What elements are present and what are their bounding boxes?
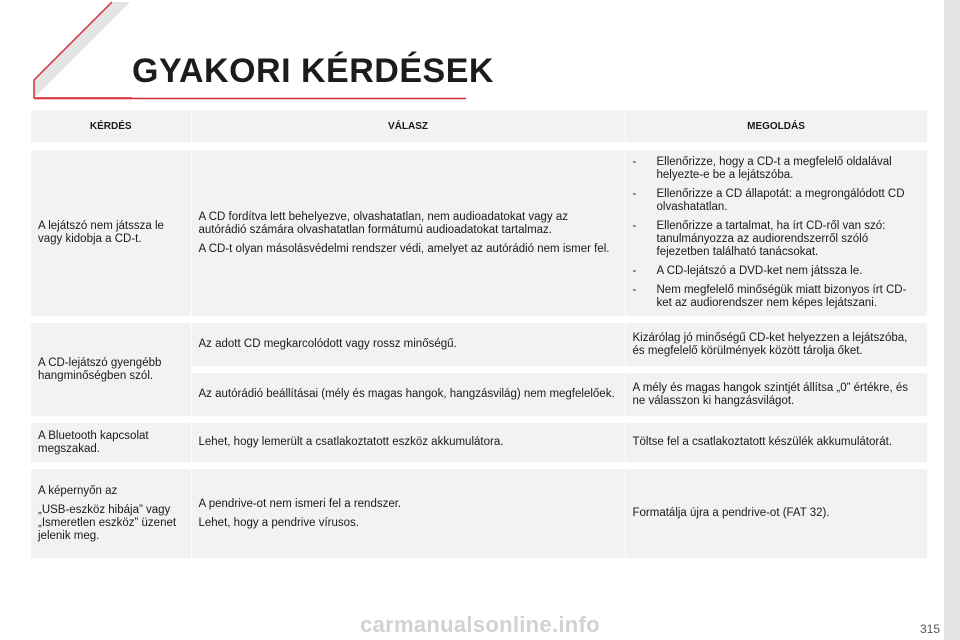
- answer-text: Lehet, hogy a pendrive vírusos.: [198, 516, 359, 529]
- column-header-solution: MEGOLDÁS: [625, 110, 927, 146]
- list-item: - Ellenőrizze a tartalmat, ha írt CD-ről van szó: tanulmányozza az audiorendszerről szóló fejezetben található tanácsokat.: [633, 220, 920, 259]
- table-row: [31, 466, 927, 562]
- solution-cell: A mély és magas hangok szintjét állítsa „0” értékre, és ne válasszon ki hangzásvilágot.: [625, 370, 927, 420]
- table-row: [31, 146, 927, 320]
- answer-cell: Lehet, hogy lemerült a csatlakoztatott eszköz akkumulátora.: [191, 420, 625, 466]
- list-item: - Nem megfelelő minőségük miatt bizonyos írt CD-ket az audiorendszer nem képes lejátszani.: [633, 284, 920, 310]
- answer-text: A CD fordítva lett behelyezve, olvashatatlan, nem audioadatokat vagy az autórádió számára olvashatatlan formátumú audioadatokat tartalmaz.: [198, 210, 568, 236]
- answer-text: A CD-t olyan másolásvédelmi rendszer védi, amelyet az autórádió nem ismer fel.: [198, 242, 610, 255]
- question-text: A képernyőn az: [38, 484, 118, 497]
- answer-cell: Az adott CD megkarcolódott vagy rossz minőségű.: [191, 320, 625, 370]
- list-item: - A CD-lejátszó a DVD-ket nem játssza le.: [633, 265, 920, 278]
- solution-list: [633, 156, 920, 310]
- column-header-question: KÉRDÉS: [31, 110, 191, 146]
- table-row: [31, 420, 927, 466]
- solution-cell: [625, 146, 927, 320]
- page-side-strip: [944, 0, 960, 640]
- question-cell: A lejátszó nem játssza le vagy kidobja a CD-t.: [31, 146, 191, 320]
- faq-table: [31, 110, 928, 565]
- table-row: [31, 320, 927, 370]
- answer-cell: [191, 466, 625, 562]
- list-item: - Ellenőrizze a CD állapotát: a megrongálódott CD olvashatatlan.: [633, 188, 920, 214]
- watermark: carmanualsonline.info: [360, 612, 600, 637]
- list-item: - Ellenőrizze, hogy a CD-t a megfelelő oldalával helyezte-e be a lejátszóba.: [633, 156, 920, 182]
- question-cell: [31, 466, 191, 562]
- solution-cell: Töltse fel a csatlakoztatott készülék akkumulátorát.: [625, 420, 927, 466]
- column-header-answer: VÁLASZ: [191, 110, 625, 146]
- question-cell: A CD-lejátszó gyengébb hangminőségben szól.: [31, 320, 191, 420]
- answer-cell: Az autórádió beállításai (mély és magas hangok, hangzásvilág) nem megfelelőek.: [191, 370, 625, 420]
- solution-cell: Kizárólag jó minőségű CD-ket helyezzen a lejátszóba, és megfelelő körülmények között tárolja őket.: [625, 320, 927, 370]
- answer-cell: [191, 146, 625, 320]
- solution-cell: Formatálja újra a pendrive-ot (FAT 32).: [625, 466, 927, 562]
- page-title: GYAKORI KÉRDÉSEK: [132, 52, 494, 90]
- question-cell: A Bluetooth kapcsolat megszakad.: [31, 420, 191, 466]
- question-text: „USB-eszköz hibája” vagy „Ismeretlen eszköz” üzenet jelenik meg.: [38, 503, 177, 542]
- table-header-row: [31, 110, 927, 146]
- answer-text: A pendrive-ot nem ismeri fel a rendszer.: [198, 497, 402, 510]
- page-number: 315: [919, 622, 940, 636]
